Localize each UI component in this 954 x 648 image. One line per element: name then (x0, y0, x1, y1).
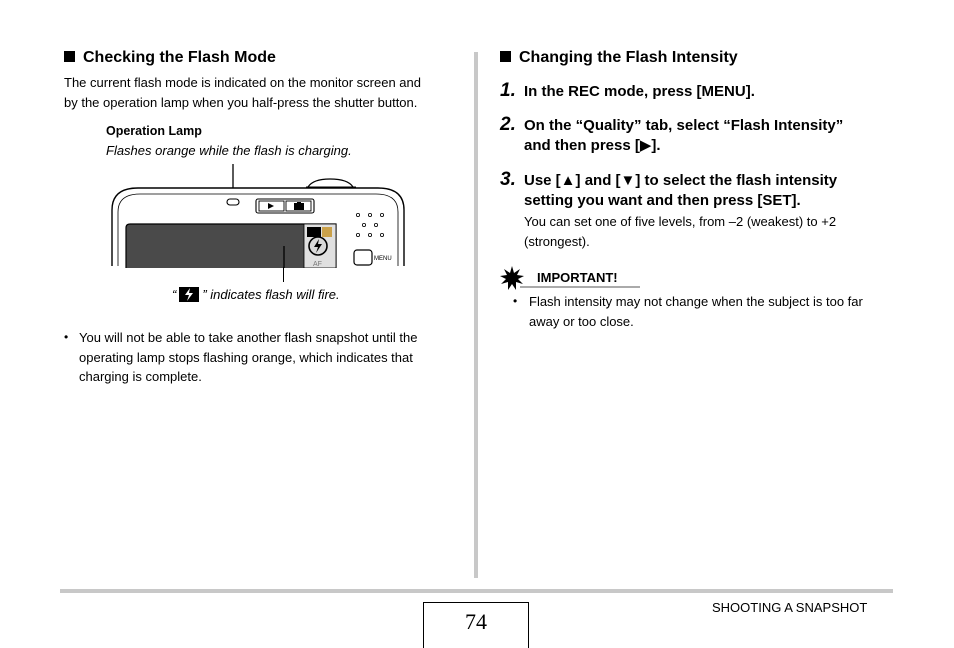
important-bullet: • Flash intensity may not change when the subject is too far away or too close. (513, 294, 863, 329)
shutter-button (308, 179, 353, 187)
camera-icon (294, 203, 304, 210)
step1-number: 1. (500, 80, 516, 101)
left-heading: Checking the Flash Mode (64, 49, 276, 67)
step3-text: Use [▲] and [▼] to select the flash intensity setting you want and then press [SET]. (524, 172, 838, 209)
flash-leader-line-lower (283, 267, 284, 282)
column-divider (474, 52, 478, 578)
left-intro: The current flash mode is indicated on the monitor screen and by the operation lamp when you half-press the shutter button. (64, 75, 421, 110)
step3-note: You can set one of five levels, from –2 (weakest) to +2 (strongest). (524, 214, 837, 249)
important-underline (520, 286, 640, 288)
bullet-dot: • (64, 330, 69, 344)
section-title: SHOOTING A SNAPSHOT (712, 600, 868, 615)
operation-lamp-desc: Flashes orange while the flash is charging. (106, 143, 352, 158)
step2-text: On the “Quality” tab, select “Flash Intensity” and then press [▶]. (524, 117, 844, 154)
important-label: IMPORTANT! (537, 270, 618, 285)
step3-number: 3. (500, 169, 516, 190)
flash-caption: “ ” indicates flash will fire. (172, 287, 340, 302)
bullet-dot: • (513, 294, 518, 308)
page-number: 74 (423, 602, 529, 648)
left-bullet: • You will not be able to take another flash snapshot until the operating lamp stops flashing orange, which indicates that charging is complete. (64, 330, 418, 384)
af-label: AF (313, 261, 322, 268)
flash-badge-icon (179, 287, 199, 302)
square-bullet-icon (64, 51, 75, 62)
right-heading: Changing the Flash Intensity (500, 49, 738, 67)
menu-button (354, 250, 372, 265)
step2-number: 2. (500, 114, 516, 135)
operation-lamp (227, 199, 239, 205)
step1-text: In the REC mode, press [MENU]. (524, 83, 755, 100)
camera-illustration (108, 160, 408, 268)
operation-lamp-title: Operation Lamp (106, 124, 202, 138)
footer-divider (60, 589, 893, 593)
menu-label: MENU (374, 256, 392, 262)
square-bullet-icon (500, 51, 511, 62)
